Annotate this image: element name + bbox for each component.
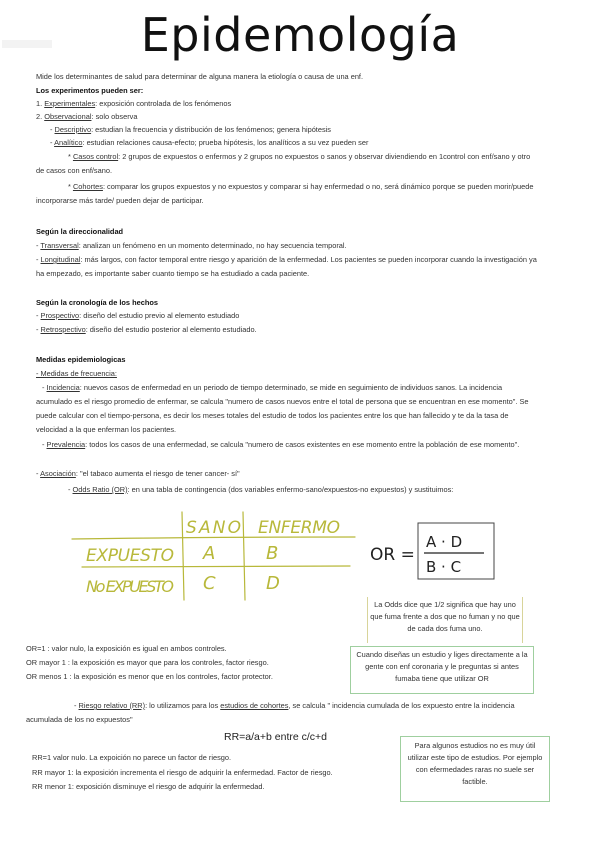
term-cohortes: Cohortes	[72, 182, 103, 191]
rr-less-one: RR menor 1: exposición disminuye el riesgo de adquirir la enfermedad.	[32, 782, 265, 791]
term-estudios-cohortes: estudios de cohortes	[220, 701, 289, 710]
cohortes-cont: incorporarse más tarde/ pueden dejar de participar.	[36, 196, 204, 205]
note-estudios: Para algunos estudios no es muy útil utilizar este tipo de estudios. Por ejemplo con efermedades raras no suele ser factible.	[400, 736, 550, 802]
cronologia-heading: Según la cronología de los hechos	[36, 298, 158, 307]
term-observacional: Observacional	[44, 112, 92, 121]
item-riesgo-relativo: - Riesgo relativo (RR): lo utilizamos para los estudios de cohortes, se calcula " incidencia cumulada de los expuesto entre la incidencia	[74, 701, 515, 710]
item-experimentales: 1. Experimentales: exposición controlada de los fenómenos	[36, 99, 232, 108]
cell-d: D	[266, 573, 280, 594]
rr-equal-one: RR=1 valor nulo. La expoición no parece un factor de riesgo.	[32, 753, 232, 762]
term-riesgo-relativo: Riesgo relativo (RR)	[78, 701, 146, 710]
col-header-sano: SANO	[186, 518, 241, 538]
or-equal-one: OR=1 : valor nulo, la exposición es igual en ambos controles.	[26, 644, 227, 653]
incidencia-line2: acumulado es el riesgo promedio de enfermar, se calcula "numero de casos nuevos entre el total de persona que se encuentran en ese momento". Se	[36, 397, 529, 406]
direccionalidad-heading: Según la direccionalidad	[36, 227, 124, 236]
row-header-expuesto: EXPUESTO	[86, 546, 174, 566]
item-prospectivo: - Prospectivo: diseño del estudio previo al elemento estudiado	[36, 311, 240, 320]
item-asociacion: - Asociación: "el tabaco aumenta el riesgo de tener cancer- sí"	[36, 469, 240, 478]
or-greater-one: OR mayor 1 : la exposición es mayor que para los controles, factor riesgo.	[26, 658, 269, 667]
term-asociacion: Asociación	[40, 469, 76, 478]
riesgo-relativo-cont: acumulada de los no expuestos"	[26, 715, 133, 724]
term-longitudinal: Longitudinal	[40, 255, 81, 264]
table-line-vertical-right	[243, 512, 245, 600]
or-less-one: OR menos 1 : la exposición es menor que en los controles, factor protector.	[26, 672, 273, 681]
item-casos-control: * Casos control: 2 grupos de expuestos o enfermos y 2 grupos no expuestos o sanos y observar diviendiendo en 1control con enf/sano y otro	[68, 152, 531, 161]
longitudinal-cont: ha empezado, es importante saber cuanto tiempo se ha estudiado a cada paciente.	[36, 269, 310, 278]
formula-or-numerator: A · D	[426, 533, 463, 551]
rr-greater-one: RR mayor 1: la exposición incrementa el riesgo de adquirir la enfermedad. Factor de riesgo.	[32, 768, 333, 777]
item-retrospectivo: - Retrospectivo: diseño del estudio posterior al elemento estudiado.	[36, 325, 257, 334]
cell-b: B	[266, 543, 279, 564]
note-diseno: Cuando diseñas un estudio y liges directamente a la gente con enf coronaria y le preguntas si antes fumaba tiene que utilizar OR	[350, 646, 534, 694]
or-formula-box	[366, 522, 496, 582]
row-header-no-expuesto: No EXPUESTO	[86, 577, 174, 596]
intro-text: Mide los determinantes de salud para determinar de alguna manera la etiología o causa de una enf.	[36, 72, 364, 81]
item-prevalencia: - Prevalencia: todos los casos de una enfermedad, se calcula "numero de casos existentes en ese momento entre la población de ese momento".	[42, 440, 520, 449]
incidencia-line3: puede calcular con el tiempo-persona, es decir los meses totales del estudio de todos los pacientes entre los que han fallecido y te da la tasa de	[36, 411, 509, 420]
formula-or-lhs: OR =	[370, 545, 415, 565]
term-descriptivo: Descriptivo	[54, 125, 92, 134]
term-retrospectivo: Retrospectivo	[40, 325, 86, 334]
cell-c: C	[203, 573, 216, 594]
item-longitudinal: - Longitudinal: más largos, con factor temporal entre riesgo y aparición de la enfermedad. Los pacientes se pueden incorporar cuando la investigación ya	[36, 255, 537, 264]
cell-a: A	[203, 543, 216, 564]
term-prospectivo: Prospectivo	[40, 311, 80, 320]
term-incidencia: Incidencia	[46, 383, 80, 392]
item-odds-ratio: - Odds Ratio (OR): en una tabla de contingencia (dos variables enfermo-sano/expuestos-no expuestos) y sustituimos:	[68, 485, 454, 494]
table-line-vertical-left	[182, 512, 184, 600]
table-line-horizontal-middle	[82, 566, 350, 567]
medidas-heading: Medidas epidemiologicas	[36, 355, 126, 364]
casos-control-cont: de casos con enf/sano.	[36, 166, 113, 175]
term-transversal: Transversal	[40, 241, 79, 250]
medidas-frecuencia: - Medidas de frecuencia:	[36, 369, 117, 378]
item-transversal: - Transversal: analizan un fenómeno en un momento determinado, no hay secuencia temporal.	[36, 241, 347, 250]
term-experimentales: Experimentales	[44, 99, 96, 108]
term-casos-control: Casos control	[72, 152, 119, 161]
note-odds: La Odds dice que 1/2 significa que hay uno que fuma frente a dos que no fuman y no que de cada dos fuma uno.	[367, 597, 523, 643]
experiments-heading: Los experimentos pueden ser:	[36, 86, 144, 95]
page-title: Epidemología	[140, 8, 460, 62]
formula-or-denominator: B · C	[426, 558, 462, 576]
item-observacional: 2. Observacional: solo observa	[36, 112, 138, 121]
term-analitico: Analítico	[54, 138, 83, 147]
rr-formula: RR=a/a+b entre c/c+d	[224, 731, 328, 743]
item-descriptivo: - Descriptivo: estudian la frecuencia y distribución de los fenómenos; genera hipótesis	[50, 125, 332, 134]
col-header-enfermo: ENFERMO	[258, 518, 340, 538]
item-incidencia: - Incidencia: nuevos casos de enfermedad en un periodo de tiempo determinado, se mide en seguimiento de individuos sanos. La incidencia	[42, 383, 503, 392]
item-analitico: - Analítico: estudian relaciones causa-efecto; prueba hipótesis, los analíticos a su vez pueden ser	[50, 138, 369, 147]
term-prevalencia: Prevalencia	[46, 440, 86, 449]
item-cohortes: * Cohortes: comparar los grupos expuestos y no expuestos y comparar si hay enfermedad o no, será dinámico porque se pueden morir/puede	[68, 182, 534, 191]
term-odds-ratio: Odds Ratio (OR)	[72, 485, 128, 494]
incidencia-line4: velocidad a la que enferman los pacientes.	[36, 425, 177, 434]
